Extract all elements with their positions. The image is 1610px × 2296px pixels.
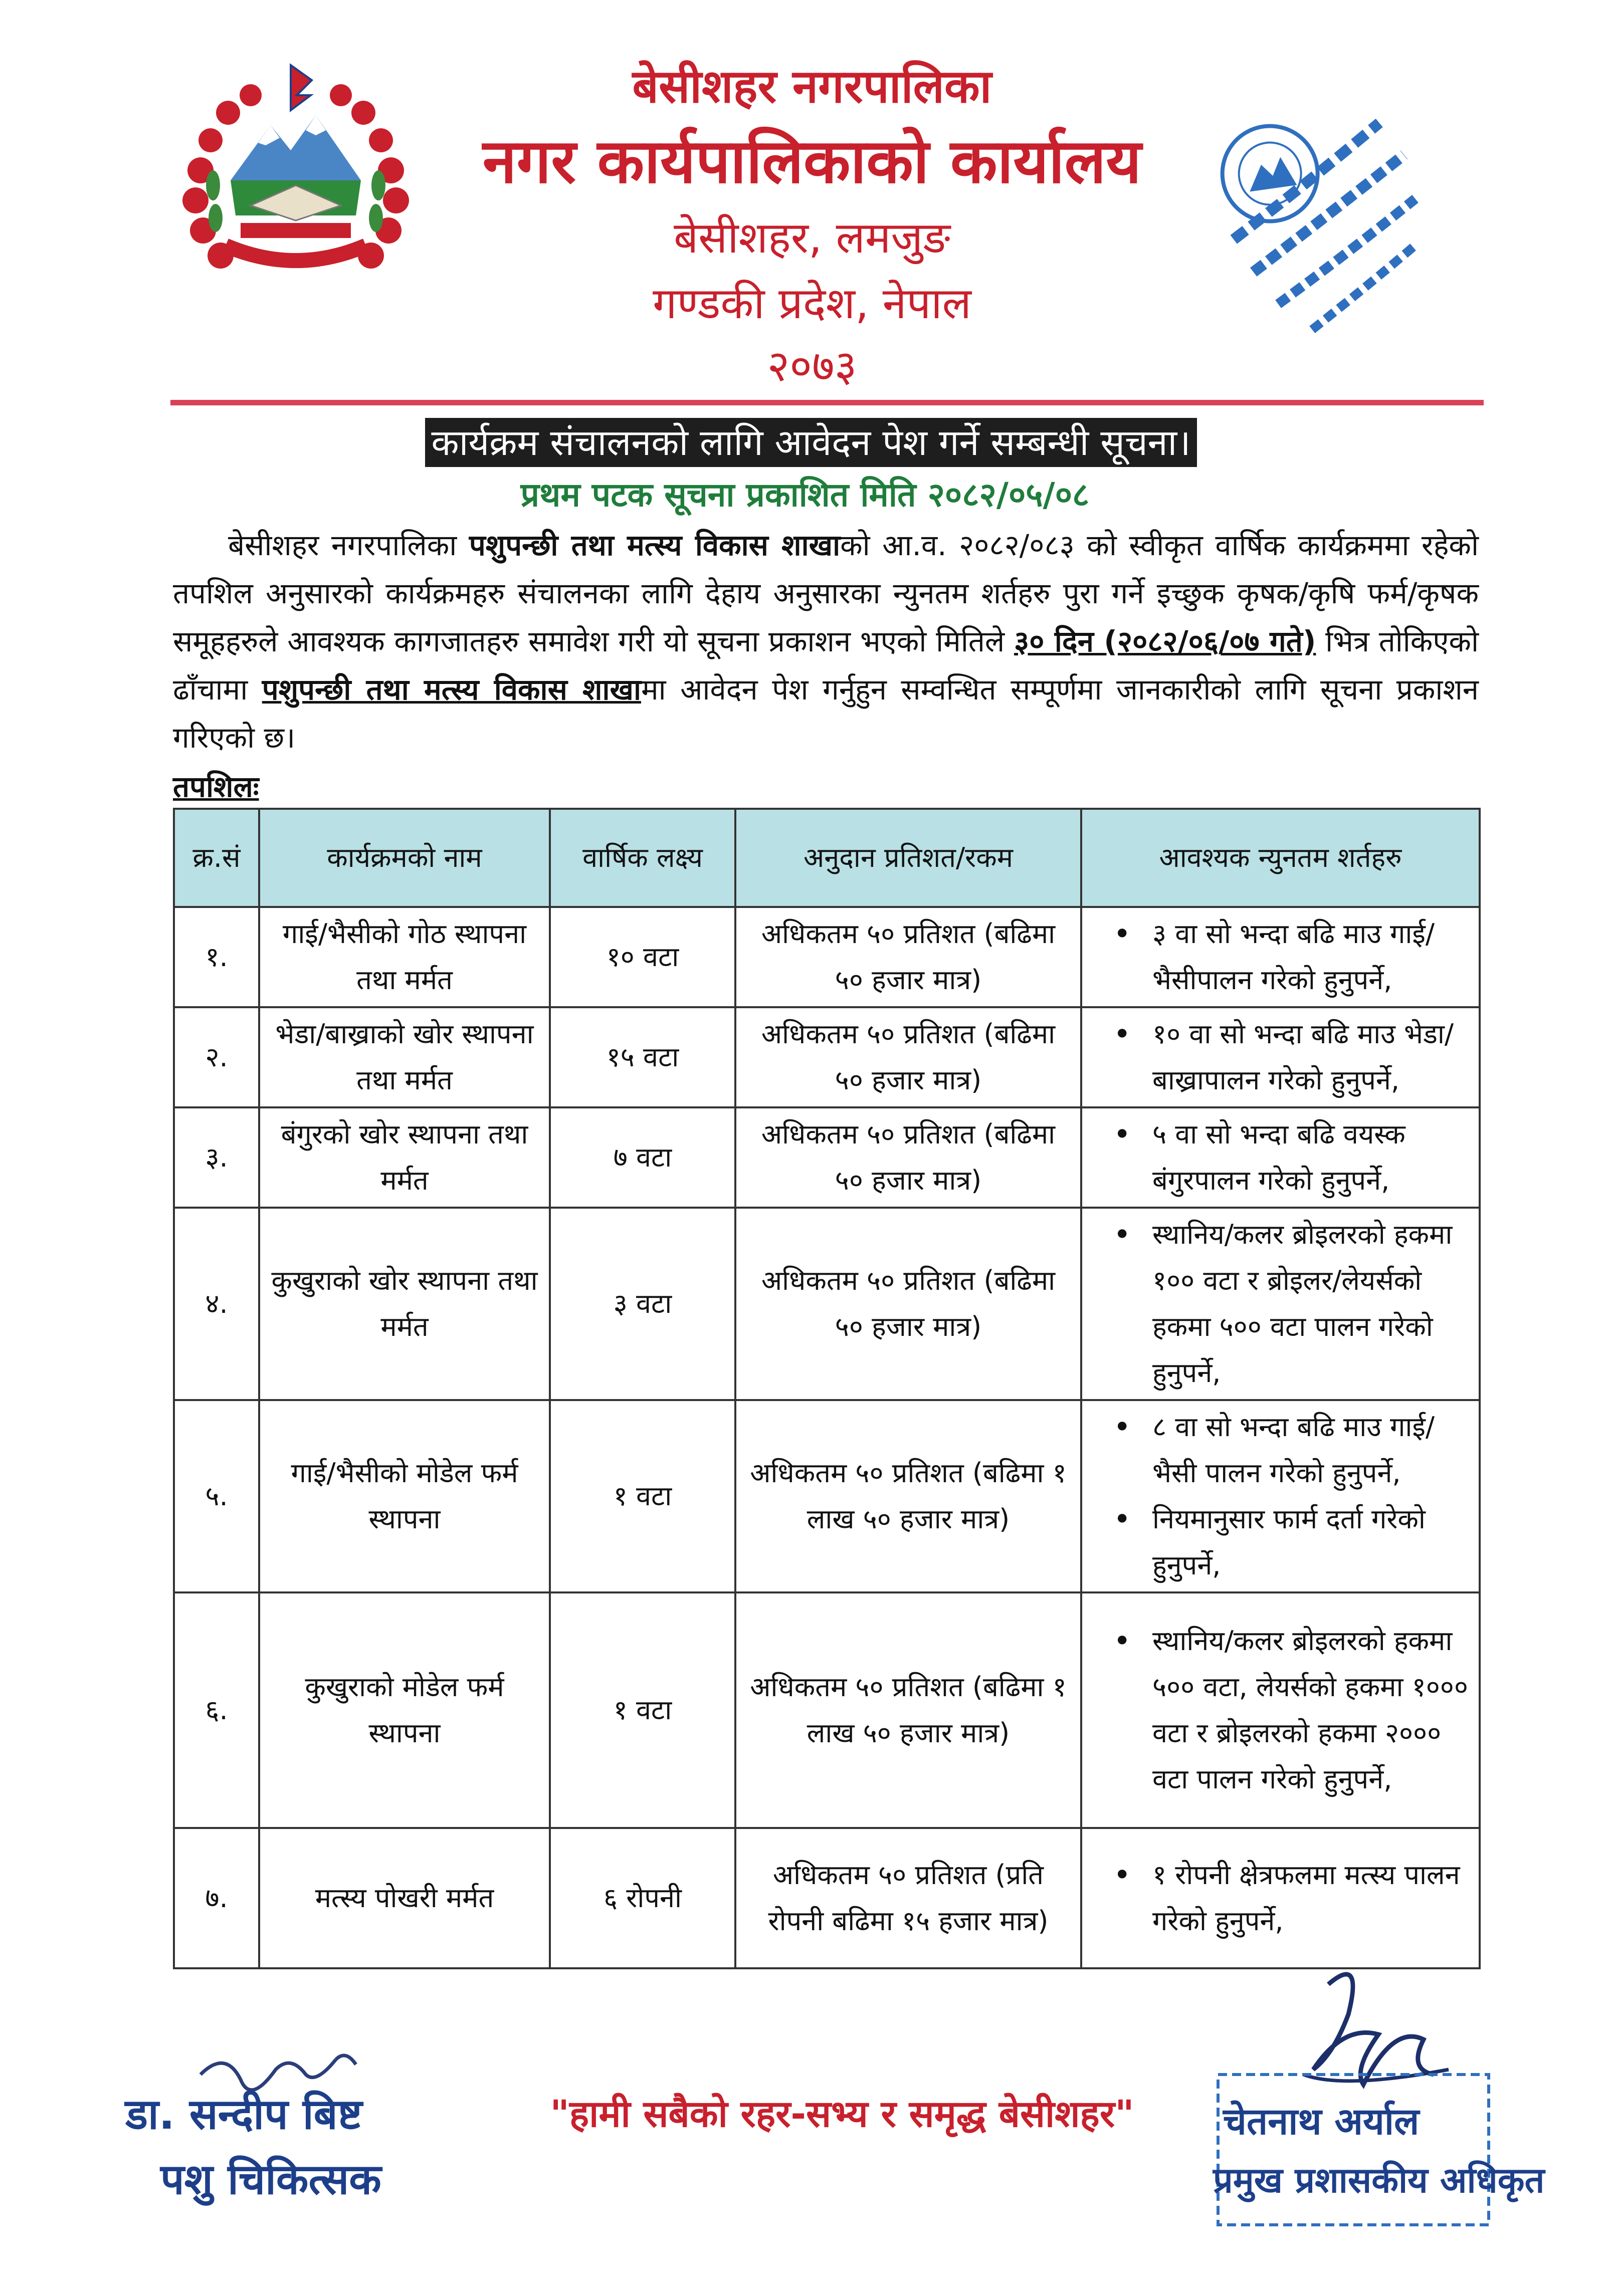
cell-grant: अधिकतम ५० प्रतिशत (बढिमा ५० हजार मात्र): [735, 1107, 1081, 1208]
cao-title: प्रमुख प्रशासकीय अधिकृत: [1213, 2160, 1545, 2201]
schedule-label: तपशिलः: [173, 770, 259, 804]
cell-grant: अधिकतम ५० प्रतिशत (बढिमा ५० हजार मात्र): [735, 1007, 1081, 1107]
notice-title: कार्यक्रम संचालनको लागि आवेदन पेश गर्ने सम्बन्धी सूचना।: [425, 418, 1197, 467]
cell-program: बंगुरको खोर स्थापना तथा मर्मत: [259, 1107, 550, 1208]
cell-program: गाई/भैसीको गोठ स्थापना तथा मर्मत: [259, 907, 550, 1007]
table-row: [174, 1007, 1480, 1107]
condition-item: • ८ वा सो भन्दा बढि माउ गाई/भैसी पालन गरेको हुनुपर्ने,: [1152, 1404, 1472, 1496]
table-row: [174, 1208, 1480, 1400]
program-table: [173, 808, 1481, 1969]
established-year: २०७३: [767, 341, 857, 391]
cell-conditions: [1081, 1107, 1480, 1208]
cell-target: १ वटा: [550, 1592, 735, 1828]
letterhead: [441, 60, 1183, 391]
province: गण्डकी प्रदेश, नेपाल: [653, 278, 971, 329]
cell-program: मत्स्य पोखरी मर्मत: [259, 1828, 550, 1968]
cell-grant: अधिकतम ५० प्रतिशत (बढिमा ५० हजार मात्र): [735, 1208, 1081, 1400]
publication-date: प्रथम पटक सूचना प्रकाशित मिति २०८२/०५/०८: [520, 476, 1090, 514]
cell-grant: अधिकतम ५० प्रतिशत (बढिमा ५० हजार मात्र): [735, 907, 1081, 1007]
col-header-target: वार्षिक लक्ष्य: [550, 809, 735, 907]
municipality-stamp-icon: [1203, 110, 1464, 346]
table-row: [174, 1400, 1480, 1592]
cell-conditions: [1081, 1208, 1480, 1400]
letterhead-divider: [170, 400, 1484, 405]
notice-body: [173, 521, 1479, 762]
cell-program: गाई/भैसीको मोडेल फर्म स्थापना: [259, 1400, 550, 1592]
condition-item: • ५ वा सो भन्दा बढि वयस्क बंगुरपालन गरेको हुनुपर्ने,: [1152, 1111, 1472, 1204]
cell-sn: ७.: [174, 1828, 259, 1968]
table-header-row: [174, 809, 1480, 907]
col-header-program: कार्यक्रमको नाम: [259, 809, 550, 907]
col-header-conditions: आवश्यक न्युनतम शर्तहरु: [1081, 809, 1480, 907]
condition-item: • स्थानिय/कलर ब्रोइलरको हकमा १०० वटा र ब्रोइलर/लेयर्सको हकमा ५०० वटा पालन गरेको हुनुपर्ने,: [1152, 1212, 1472, 1396]
condition-item: • १ रोपनी क्षेत्रफलमा मत्स्य पालन गरेको हुनुपर्ने,: [1152, 1852, 1472, 1944]
deadline: ३० दिन (२०८२/०६/०७ गते): [1014, 624, 1316, 658]
body-text-3: भित्र तोकिएको ढाँचामा: [173, 624, 1479, 707]
vet-title: पशु चिकित्सक: [160, 2155, 381, 2204]
table-row: [174, 1592, 1480, 1828]
condition-item: • ३ वा सो भन्दा बढि माउ गाई/भैसीपालन गरेको हुनुपर्ने,: [1152, 911, 1472, 1003]
cell-sn: १.: [174, 907, 259, 1007]
cell-target: १ वटा: [550, 1400, 735, 1592]
cell-sn: २.: [174, 1007, 259, 1107]
cell-grant: अधिकतम ५० प्रतिशत (बढिमा १ लाख ५० हजार मात्र): [735, 1400, 1081, 1592]
table-row: [174, 1828, 1480, 1968]
cao-name: चेतनाथ अर्याल: [1223, 2100, 1420, 2143]
vet-signature-icon: [125, 2039, 451, 2250]
body-text-1: बेसीशहर नगरपालिका: [228, 528, 469, 562]
table-row: [174, 1107, 1480, 1208]
cell-target: ३ वटा: [550, 1208, 735, 1400]
cell-conditions: [1081, 1007, 1480, 1107]
condition-item: • १० वा सो भन्दा बढि माउ भेडा/बाख्रापालन गरेको हुनुपर्ने,: [1152, 1011, 1472, 1103]
cell-target: १५ वटा: [550, 1007, 735, 1107]
cell-program: भेडा/बाख्राको खोर स्थापना तथा मर्मत: [259, 1007, 550, 1107]
cell-conditions: [1081, 907, 1480, 1007]
body-text-2: को आ.व. २०८२/०८३ को स्वीकृत वार्षिक कार्यक्रममा रहेको तपशिल अनुसारको कार्यक्रमहरु संचालनका लागि देहाय अनुसारका न्युनतम शर्तहरु पुरा गर्ने इच्छुक कृषक/कृषि फर्म/कृषक समूहहरुले आवश्यक कागजातहरु समावेश गरी यो सूचना प्रकाशन भएको मितिले: [173, 528, 1479, 658]
branch-name: पशुपन्छी तथा मत्स्य विकास शाखा: [469, 528, 841, 562]
body-text-4: मा आवेदन पेश गर्नुहुन सम्वन्धित सम्पूर्णमा जानकारीको लागि सूचना प्रकाशन गरिएको छ।: [173, 672, 1479, 755]
col-header-sn: क्र.सं: [174, 809, 259, 907]
condition-item: • स्थानिय/कलर ब्रोइलरको हकमा ५०० वटा, लेयर्सको हकमा १००० वटा र ब्रोइलरको हकमा २००० वटा पालन गरेको हुनुपर्ने,: [1152, 1618, 1472, 1802]
table-row: [174, 907, 1480, 1007]
cell-conditions: [1081, 1828, 1480, 1968]
cell-conditions: [1081, 1400, 1480, 1592]
cell-target: ७ वटा: [550, 1107, 735, 1208]
municipality-name: बेसीशहर नगरपालिका: [632, 60, 992, 113]
cell-sn: ४.: [174, 1208, 259, 1400]
cell-grant: अधिकतम ५० प्रतिशत (प्रति रोपनी बढिमा १५ हजार मात्र): [735, 1828, 1081, 1968]
branch-name-underlined: पशुपन्छी तथा मत्स्य विकास शाखा: [262, 672, 641, 707]
cell-sn: ३.: [174, 1107, 259, 1208]
cell-program: कुखुराको खोर स्थापना तथा मर्मत: [259, 1208, 550, 1400]
cell-grant: अधिकतम ५० प्रतिशत (बढिमा १ लाख ५० हजार मात्र): [735, 1592, 1081, 1828]
office-name: नगर कार्यपालिकाको कार्यालय: [482, 125, 1142, 197]
cell-program: कुखुराको मोडेल फर्म स्थापना: [259, 1592, 550, 1828]
cell-target: १० वटा: [550, 907, 735, 1007]
vet-name: डा. सन्दीप बिष्ट: [125, 2090, 362, 2139]
cell-sn: ५.: [174, 1400, 259, 1592]
cell-conditions: [1081, 1592, 1480, 1828]
cell-sn: ६.: [174, 1592, 259, 1828]
cell-target: ६ रोपनी: [550, 1828, 735, 1968]
condition-item: • नियमानुसार फार्म दर्ता गरेको हुनुपर्ने,: [1152, 1496, 1472, 1588]
office-location: बेसीशहर, लमजुङ: [674, 213, 950, 264]
nepal-emblem-icon: [165, 55, 426, 291]
col-header-grant: अनुदान प्रतिशत/रकम: [735, 809, 1081, 907]
municipality-motto: "हामी सबैको रहर-सभ्य र समृद्ध बेसीशहर": [550, 2093, 1134, 2136]
